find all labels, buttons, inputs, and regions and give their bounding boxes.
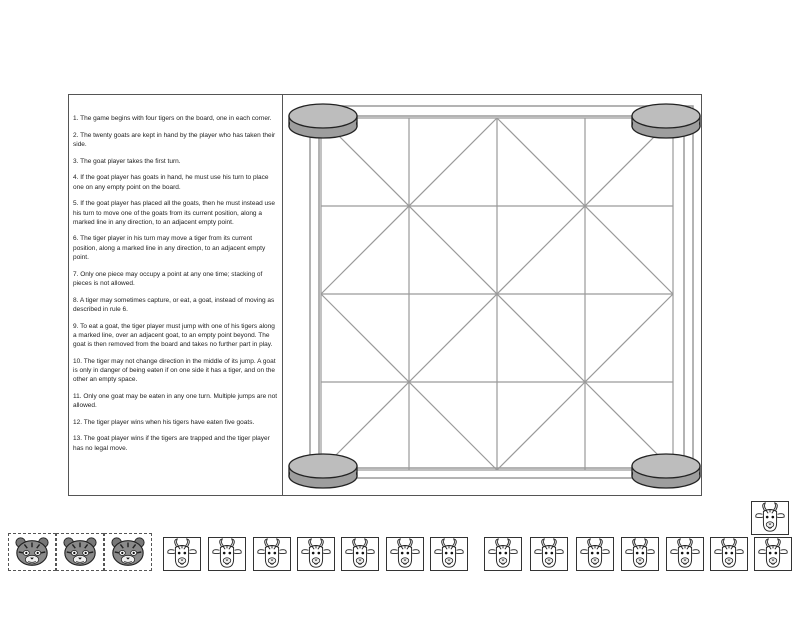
board-point[interactable] — [403, 200, 415, 212]
rule-5: 5. If the goat player has placed all the goats, then he must instead use his turn to move one of the goats from its current position, along a marked line in any direction, to an adjacent empty point. — [73, 200, 275, 226]
corner-tiger-disc[interactable] — [289, 454, 357, 488]
goat-face-icon — [667, 538, 703, 570]
goat-piece-tile[interactable] — [530, 537, 568, 571]
goat-face-icon — [531, 538, 567, 570]
goat-piece-tile[interactable] — [754, 537, 792, 571]
goat-piece-tile[interactable] — [710, 537, 748, 571]
board-point[interactable] — [667, 376, 679, 388]
goat-piece-tile[interactable] — [751, 501, 789, 535]
board-point[interactable] — [491, 288, 503, 300]
rule-1: 1. The game begins with four tigers on the board, one in each corner. — [73, 115, 272, 122]
board-point[interactable] — [491, 200, 503, 212]
goat-face-icon — [387, 538, 423, 570]
board-point[interactable] — [403, 288, 415, 300]
goat-piece-tile[interactable] — [163, 537, 201, 571]
goat-piece-tile[interactable] — [666, 537, 704, 571]
goat-face-icon — [164, 538, 200, 570]
board-point[interactable] — [667, 200, 679, 212]
tiger-face-icon — [105, 534, 151, 570]
rule-6: 6. The tiger player in his turn may move a tiger from its current position, along a marked line in any direction, to an adjacent empty point. — [73, 235, 266, 261]
board-point[interactable] — [403, 464, 415, 476]
board-point[interactable] — [579, 376, 591, 388]
board-point[interactable] — [491, 376, 503, 388]
rule-2: 2. The twenty goats are kept in hand by the player who has taken their side. — [73, 131, 276, 148]
goat-piece-tile[interactable] — [430, 537, 468, 571]
goat-face-icon — [431, 538, 467, 570]
goat-piece-tile[interactable] — [341, 537, 379, 571]
board-point[interactable] — [579, 200, 591, 212]
corner-tiger-disc[interactable] — [289, 104, 357, 138]
rule-3: 3. The goat player takes the first turn. — [73, 157, 181, 165]
board-point[interactable] — [403, 376, 415, 388]
goat-piece-tile[interactable] — [208, 537, 246, 571]
goat-face-icon — [485, 538, 521, 570]
rule-11: 11. Only one goat may be eaten in any one turn. Multiple jumps are not allowed. — [73, 392, 278, 410]
goat-face-icon — [577, 538, 613, 570]
goat-face-icon — [752, 502, 788, 534]
tiger-face-icon — [57, 534, 103, 570]
corner-tiger-disc[interactable] — [632, 104, 700, 138]
board-point[interactable] — [403, 112, 415, 124]
board-point[interactable] — [491, 112, 503, 124]
rule-12: 12. The tiger player wins when his tigers have eaten five goats. — [73, 418, 255, 426]
game-board[interactable] — [283, 94, 702, 496]
goat-face-icon — [711, 538, 747, 570]
board-point[interactable] — [667, 288, 679, 300]
board-point[interactable] — [579, 464, 591, 476]
goat-face-icon — [254, 538, 290, 570]
goat-face-icon — [342, 538, 378, 570]
goat-face-icon — [209, 538, 245, 570]
rule-9: 9. To eat a goat, the tiger player must jump with one of his tigers along a marked line, over an adjacent goat, to an empty point beyond. The goat is then removed from the board and takes no further part in play. — [73, 322, 275, 348]
goat-face-icon — [298, 538, 334, 570]
tiger-piece-tile[interactable] — [56, 533, 104, 571]
board-point[interactable] — [491, 464, 503, 476]
goat-piece-tile[interactable] — [621, 537, 659, 571]
goat-piece-tile[interactable] — [253, 537, 291, 571]
board-point[interactable] — [315, 376, 327, 388]
board-point[interactable] — [315, 200, 327, 212]
goat-piece-tile[interactable] — [576, 537, 614, 571]
rule-7: 7. Only one piece may occupy a point at any one time; stacking of pieces is not allowed. — [73, 270, 263, 287]
tiger-piece-tile[interactable] — [8, 533, 56, 571]
board-point[interactable] — [579, 288, 591, 300]
goat-piece-tile[interactable] — [297, 537, 335, 571]
board-point[interactable] — [579, 112, 591, 124]
corner-tiger-disc[interactable] — [632, 454, 700, 488]
rule-8: 8. A tiger may sometimes capture, or eat, a goat, instead of moving as described in rule 6. — [73, 296, 275, 313]
board-point[interactable] — [315, 288, 327, 300]
rules-panel — [68, 94, 283, 496]
rule-13: 13. The goat player wins if the tigers are trapped and the tiger player has no legal move. — [73, 435, 270, 452]
goat-piece-tile[interactable] — [484, 537, 522, 571]
tiger-face-icon — [9, 534, 55, 570]
goat-piece-tile[interactable] — [386, 537, 424, 571]
goat-face-icon — [755, 538, 791, 570]
rule-4: 4. If the goat player has goats in hand, he must use his turn to place one on any empty point on the board. — [73, 174, 269, 191]
tiger-piece-tile[interactable] — [104, 533, 152, 571]
rule-10: 10. The tiger may not change direction in the middle of its jump. A goat is only in danger of being eaten if on one side it has a tiger, and on the other an empty space. — [73, 357, 276, 384]
goat-face-icon — [622, 538, 658, 570]
